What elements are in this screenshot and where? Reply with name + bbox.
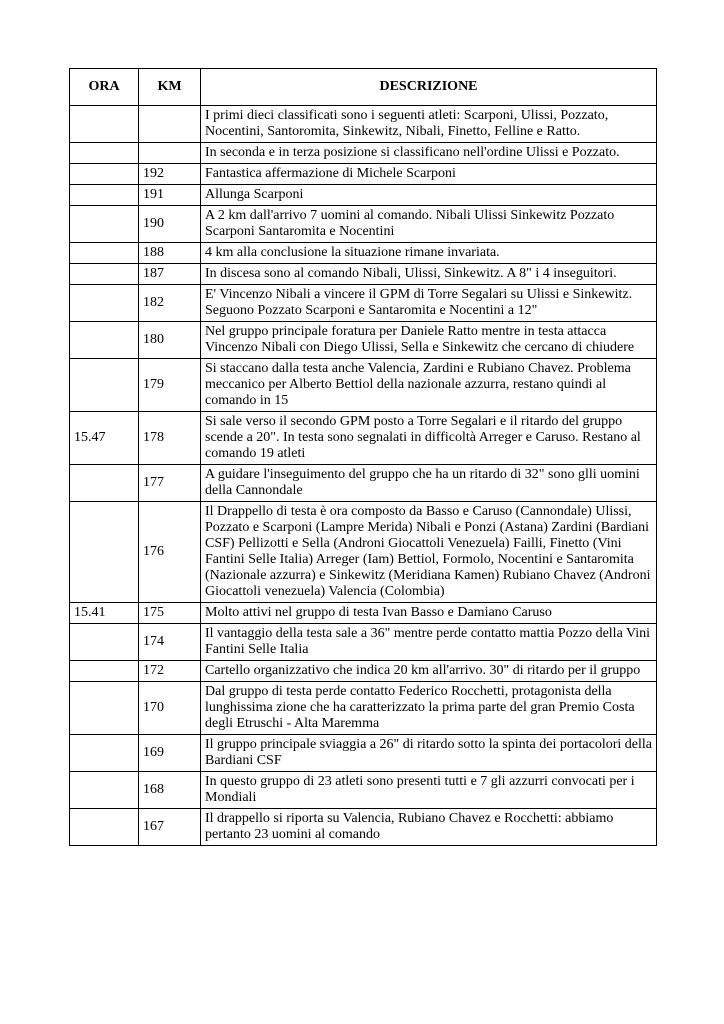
cell-km: 180: [139, 322, 201, 359]
cell-ora: [70, 322, 139, 359]
cell-km: 176: [139, 502, 201, 603]
table-row: [70, 502, 657, 603]
table-row: [70, 359, 657, 412]
cell-descrizione: E' Vincenzo Nibali a vincere il GPM di Torre Segalari su Ulissi e Sinkewitz. Seguono Pozzato Scarponi e Santaromita e Nocentini a 12": [201, 285, 657, 322]
cell-descrizione: Molto attivi nel gruppo di testa Ivan Basso e Damiano Caruso: [201, 603, 657, 624]
cell-descrizione: Si staccano dalla testa anche Valencia, Zardini e Rubiano Chavez. Problema meccanico per Alberto Bettiol della nazionale azzurra, restano quindi al comando in 15: [201, 359, 657, 412]
table-row: [70, 465, 657, 502]
cell-ora: [70, 206, 139, 243]
cell-descrizione: In discesa sono al comando Nibali, Ulissi, Sinkewitz. A 8" i 4 inseguitori.: [201, 264, 657, 285]
header-descrizione: DESCRIZIONE: [201, 69, 657, 106]
table-row: [70, 682, 657, 735]
cell-ora: [70, 164, 139, 185]
cell-ora: 15.47: [70, 412, 139, 465]
cell-ora: [70, 772, 139, 809]
table-row: [70, 809, 657, 846]
cell-descrizione: Nel gruppo principale foratura per Daniele Ratto mentre in testa attacca Vincenzo Nibali con Diego Ulissi, Sella e Sinkewitz che cercano di chiudere: [201, 322, 657, 359]
cell-ora: [70, 465, 139, 502]
cell-ora: [70, 285, 139, 322]
cell-ora: 15.41: [70, 603, 139, 624]
table-row: [70, 264, 657, 285]
cell-km: 167: [139, 809, 201, 846]
table-row: [70, 185, 657, 206]
table-row: [70, 285, 657, 322]
cell-km: 174: [139, 624, 201, 661]
cell-ora: [70, 143, 139, 164]
cell-ora: [70, 682, 139, 735]
cell-descrizione: A 2 km dall'arrivo 7 uomini al comando. Nibali Ulissi Sinkewitz Pozzato Scarponi Santaromita e Nocentini: [201, 206, 657, 243]
cell-descrizione: Si sale verso il secondo GPM posto a Torre Segalari e il ritardo del gruppo scende a 20". In testa sono segnalati in difficoltà Arreger e Caruso. Restano al comando 19 atleti: [201, 412, 657, 465]
table-row: [70, 106, 657, 143]
cell-ora: [70, 735, 139, 772]
table-row: [70, 412, 657, 465]
table-row: [70, 164, 657, 185]
table-row: [70, 143, 657, 164]
cell-descrizione: Il vantaggio della testa sale a 36" mentre perde contatto mattia Pozzo della Vini Fantini Selle Italia: [201, 624, 657, 661]
cell-descrizione: Allunga Scarponi: [201, 185, 657, 206]
cell-km: [139, 106, 201, 143]
cell-descrizione: 4 km alla conclusione la situazione rimane invariata.: [201, 243, 657, 264]
cell-km: 170: [139, 682, 201, 735]
cell-descrizione: Fantastica affermazione di Michele Scarponi: [201, 164, 657, 185]
cell-ora: [70, 502, 139, 603]
header-km: KM: [139, 69, 201, 106]
cell-km: [139, 143, 201, 164]
cell-descrizione: In seconda e in terza posizione si classificano nell'ordine Ulissi e Pozzato.: [201, 143, 657, 164]
table-row: [70, 735, 657, 772]
cell-km: 192: [139, 164, 201, 185]
cell-km: 179: [139, 359, 201, 412]
cell-ora: [70, 624, 139, 661]
table-row: [70, 322, 657, 359]
cell-km: 188: [139, 243, 201, 264]
cell-ora: [70, 185, 139, 206]
cell-descrizione: Cartello organizzativo che indica 20 km all'arrivo. 30" di ritardo per il gruppo: [201, 661, 657, 682]
cell-km: 168: [139, 772, 201, 809]
cell-descrizione: Il Drappello di testa è ora composto da Basso e Caruso (Cannondale) Ulissi, Pozzato e Scarponi (Lampre Merida) Nibali e Ponzi (Astana) Zardini (Bardiani CSF) Pellizotti e Sella (Androni Giocattoli Venezuela) Failli, Finetto (Vini Fantini Selle Italia) Arreger (Iam) Bettiol, Formolo, Nocentini e Santaromita (Nazionale azzurra) e Sinkewitz (Meridiana Kamen) Rubiano Chavez (Androni Giocattoli venezuela) Valencia (Colombia): [201, 502, 657, 603]
table-row: [70, 772, 657, 809]
table-row: [70, 624, 657, 661]
cell-descrizione: Il gruppo principale sviaggia a 26" di ritardo sotto la spinta dei portacolori della Bardiani CSF: [201, 735, 657, 772]
cell-descrizione: Dal gruppo di testa perde contatto Federico Rocchetti, protagonista della lunghissima zione che ha caratterizzato la prima parte del gran Premio Costa degli Etruschi - Alta Maremma: [201, 682, 657, 735]
cell-km: 191: [139, 185, 201, 206]
cell-ora: [70, 106, 139, 143]
cell-ora: [70, 661, 139, 682]
table-row: [70, 243, 657, 264]
cell-ora: [70, 264, 139, 285]
cell-ora: [70, 359, 139, 412]
cell-descrizione: A guidare l'inseguimento del gruppo che ha un ritardo di 32" sono glli uomini della Cannondale: [201, 465, 657, 502]
table-header-row: [70, 69, 657, 106]
header-ora: ORA: [70, 69, 139, 106]
cell-km: 178: [139, 412, 201, 465]
cell-km: 177: [139, 465, 201, 502]
table-body: [70, 106, 657, 846]
cell-ora: [70, 809, 139, 846]
cell-km: 169: [139, 735, 201, 772]
table-row: [70, 206, 657, 243]
cell-km: 172: [139, 661, 201, 682]
table-row: [70, 603, 657, 624]
cell-km: 182: [139, 285, 201, 322]
race-log-table: [69, 68, 657, 846]
cell-km: 187: [139, 264, 201, 285]
cell-ora: [70, 243, 139, 264]
table-row: [70, 661, 657, 682]
cell-km: 190: [139, 206, 201, 243]
cell-descrizione: Il drappello si riporta su Valencia, Rubiano Chavez e Rocchetti: abbiamo pertanto 23 uomini al comando: [201, 809, 657, 846]
cell-descrizione: I primi dieci classificati sono i seguenti atleti: Scarponi, Ulissi, Pozzato, Nocentini, Santoromita, Sinkewitz, Nibali, Finetto, Felline e Ratto.: [201, 106, 657, 143]
cell-descrizione: In questo gruppo di 23 atleti sono presenti tutti e 7 gli azzurri convocati per i Mondiali: [201, 772, 657, 809]
cell-km: 175: [139, 603, 201, 624]
